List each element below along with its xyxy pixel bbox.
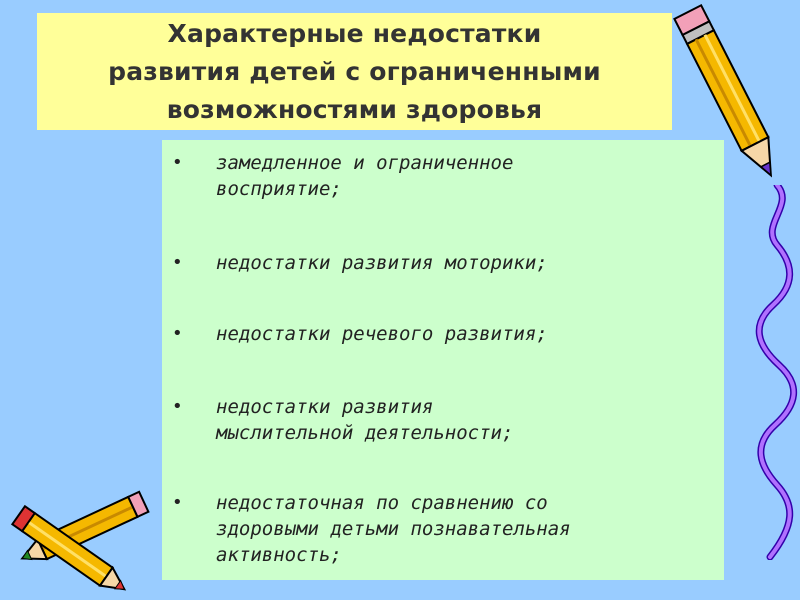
list-item-text: недостаточная по сравнению со здоровыми детьми познавательная активность; xyxy=(216,492,571,566)
bullet-icon: • xyxy=(172,252,183,273)
list-item xyxy=(172,321,712,347)
bullet-icon: • xyxy=(172,396,183,417)
title-box xyxy=(37,13,672,130)
pencil-icon xyxy=(670,0,790,195)
bullet-icon: • xyxy=(172,152,183,173)
crossed-pencils-icon xyxy=(0,480,165,595)
list-item xyxy=(172,250,712,276)
title-line-2: развития детей с ограниченными xyxy=(108,56,601,86)
list-item-text: недостатки развития мыслительной деятельности; xyxy=(216,396,514,444)
list-item-text: недостатки развития моторики; xyxy=(216,252,548,274)
list-item xyxy=(172,150,712,202)
list-item xyxy=(172,490,712,568)
bullet-icon: • xyxy=(172,492,183,513)
list-item-text: замедленное и ограниченное восприятие; xyxy=(216,152,514,200)
squiggle-ribbon xyxy=(755,185,800,560)
title-line-3: возможностями здоровья xyxy=(166,94,543,124)
list-item xyxy=(172,394,712,446)
bullet-icon: • xyxy=(172,323,183,344)
content-box xyxy=(162,140,724,580)
list-item-text: недостатки речевого развития; xyxy=(216,323,548,345)
title-line-1: Характерные недостатки xyxy=(167,18,542,48)
slide-title xyxy=(108,15,601,129)
